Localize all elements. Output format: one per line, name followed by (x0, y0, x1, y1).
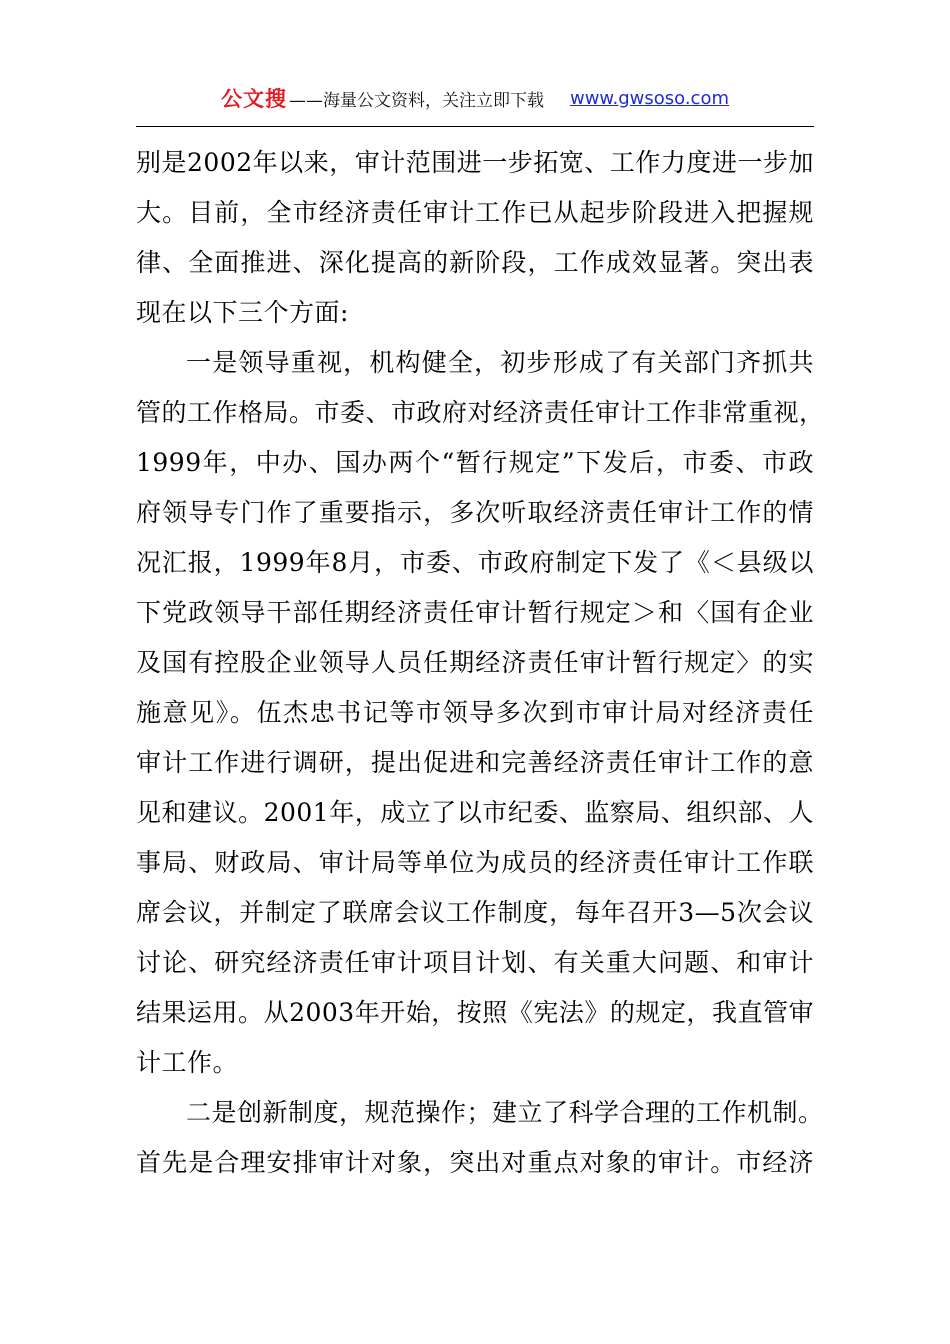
body-line: 管的工作格局。市委、市政府对经济责任审计工作非常重视， (136, 398, 825, 427)
body-line: 一是领导重视，机构健全，初步形成了有关部门齐抓共 (186, 348, 814, 377)
body-line: 府领导专门作了重要指示，多次听取经济责任审计工作的情 (136, 498, 814, 527)
body-line: 1999年，中办、国办两个“暂行规定”下发后，市委、市政 (136, 448, 814, 477)
body-line: 现在以下三个方面: (136, 298, 349, 327)
body-line: 席会议，并制定了联席会议工作制度，每年召开3—5次会议 (136, 898, 814, 927)
site-url-link[interactable]: www.gwsoso.com (569, 87, 729, 109)
body-line: 事局、财政局、审计局等单位为成员的经济责任审计工作联 (136, 848, 814, 877)
body-line: 计工作。 (136, 1048, 239, 1077)
body-line: 结果运用。从2003年开始，按照《宪法》的规定，我直管审 (136, 998, 814, 1027)
header-divider (136, 126, 814, 127)
document-body (136, 138, 825, 1188)
body-line: 审计工作进行调研，提出促进和完善经济责任审计工作的意 (136, 748, 814, 777)
body-line: 见和建议。2001年，成立了以市纪委、监察局、组织部、人 (136, 798, 814, 827)
body-line: 大。目前，全市经济责任审计工作已从起步阶段进入把握规 (136, 198, 814, 227)
brand-logo-text: 公文搜 (220, 87, 287, 111)
body-line: 及国有控股企业领导人员任期经济责任审计暂行规定〉的实 (136, 648, 814, 677)
body-line: 律、全面推进、深化提高的新阶段，工作成效显著。突出表 (136, 248, 814, 277)
header-slogan: ——海量公文资料，关注立即下载 (288, 90, 544, 111)
body-line: 讨论、研究经济责任审计项目计划、有关重大问题、和审计 (136, 948, 814, 977)
body-line: 首先是合理安排审计对象，突出对重点对象的审计。市经济 (136, 1148, 814, 1177)
page-header (136, 78, 814, 118)
body-line: 下党政领导干部任期经济责任审计暂行规定＞和〈国有企业 (136, 598, 814, 627)
body-line: 二是创新制度，规范操作；建立了科学合理的工作机制。 (186, 1098, 824, 1127)
body-line: 况汇报，1999年8月，市委、市政府制定下发了《＜县级以 (136, 548, 814, 577)
body-line: 别是2002年以来，审计范围进一步拓宽、工作力度进一步加 (136, 148, 814, 177)
body-line: 施意见》。伍杰忠书记等市领导多次到市审计局对经济责任 (136, 698, 814, 727)
